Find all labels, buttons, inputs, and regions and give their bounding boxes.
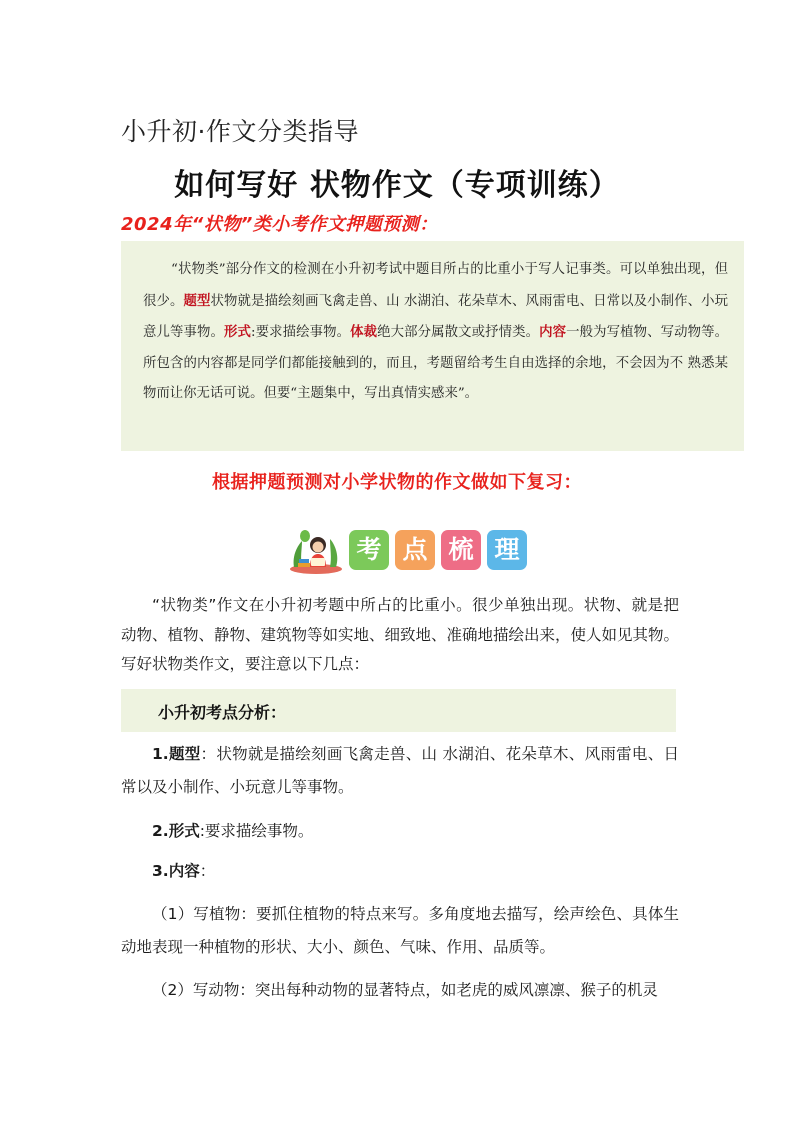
forecast-sentence: :要求描绘事物。 bbox=[251, 325, 351, 340]
keyword-form: 形式 bbox=[224, 324, 251, 340]
keyword-topic-type: 题型 bbox=[183, 292, 211, 309]
intro-paragraph: “状物类”作文在小升初考题中所占的比重小。很少单独出现。状物、就是把动物、植物、静物、建筑物等如实地、细致地、准确地描绘出来，使人如见其物。写好状物类作文，要注意以下几点： bbox=[121, 596, 680, 673]
item-number: 3. bbox=[152, 862, 169, 880]
forecast-box bbox=[121, 241, 744, 451]
forecast-heading: 2024年“状物”类小考作文押题预测： bbox=[121, 214, 438, 235]
item-text: ：状物就是描绘刻画飞禽走兽、山 水湖泊、花朵草木、风雨雷电、日常以及小制作、小玩意儿等事物。 bbox=[121, 745, 679, 796]
sub-item-animals: （2）写动物：突出每种动物的显著特点，如老虎的威风凛凛、猴子的机灵 bbox=[152, 981, 658, 999]
banner-tile-shu: 梳 bbox=[441, 530, 481, 570]
keyword-genre: 体裁 bbox=[350, 324, 378, 340]
forecast-sentence: 绝大部分属散文或抒情类。 bbox=[377, 325, 540, 340]
analysis-item-1 bbox=[121, 738, 679, 804]
analysis-item-2 bbox=[121, 815, 679, 848]
item-number: 1. bbox=[152, 745, 169, 763]
sub-item-plants: （1）写植物：要抓住植物的特点来写。多角度地去描写，绘声绘色、具体生动地表现一种植物的形状、大小、颜色、气味、作用、品质等。 bbox=[121, 905, 679, 956]
keyword-content: 内容 bbox=[539, 324, 567, 340]
key-points-banner bbox=[288, 527, 548, 575]
item-text: :要求描绘事物。 bbox=[199, 822, 314, 840]
banner-tile-kao: 考 bbox=[349, 530, 389, 570]
analysis-heading: 小升初考点分析： bbox=[158, 703, 287, 722]
item-label: 题型 bbox=[168, 745, 201, 763]
document-title: 如何写好 状物作文（专项训练） bbox=[174, 168, 620, 203]
analysis-item-3 bbox=[121, 855, 679, 888]
document-supertitle: 小升初·作文分类指导 bbox=[121, 117, 359, 146]
forecast-sentence: “状物类”部分作文的检测在小升初考试中题目所占的比重小于写人记事类。可以单独出现，但很少。 bbox=[143, 262, 728, 309]
item-label: 内容 bbox=[168, 862, 200, 880]
reading-girl-icon bbox=[288, 527, 344, 575]
banner-tile-dian: 点 bbox=[395, 530, 435, 570]
banner-tile-li: 理 bbox=[487, 530, 527, 570]
forecast-sentence: 状物就是描绘刻画飞禽走兽、山 水湖泊、花朵草木、风雨雷电、日常以及小制作、小玩意儿等事物。 bbox=[143, 293, 729, 340]
item-number: 2. bbox=[152, 822, 169, 840]
forecast-sentence: 一般为写植物、写动物等。所包含的内容都是同学们都能接触到的，而且，考题留给考生自由选择的余地，不会因为不 熟悉某物而让你无话可说。但要“主题集中，写出真情实感来”。 bbox=[143, 325, 729, 401]
review-heading: 根据押题预测对小学状物的作文做如下复习： bbox=[212, 472, 582, 493]
item-label: 形式 bbox=[168, 822, 200, 840]
item-text: ： bbox=[199, 862, 216, 880]
